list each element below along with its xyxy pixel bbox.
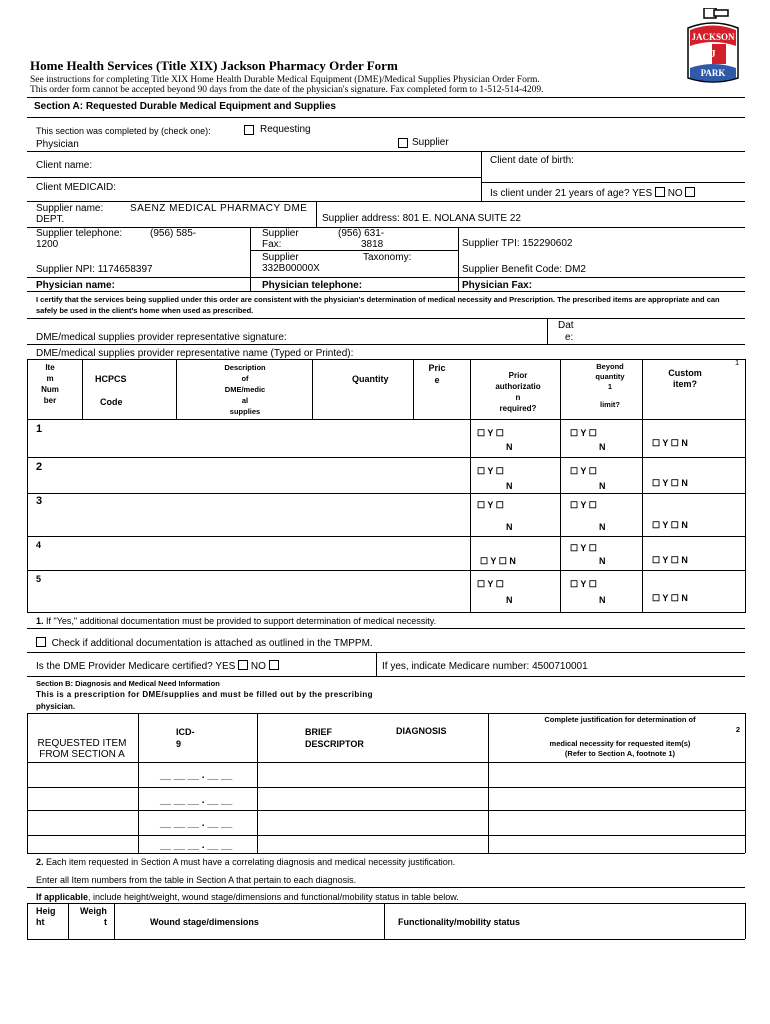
row-1-prior-auth[interactable]: ☐ Y ☐ — [477, 428, 504, 438]
col-beyond-quantity-header: Beyond quantity 1 limit? — [595, 362, 625, 409]
supplier-dept: DEPT. — [36, 214, 65, 225]
supplier-taxonomy-label: Supplier — [262, 252, 299, 263]
supplier-telephone-value: (956) 585- — [150, 228, 197, 239]
row-5-beyond-limit-n[interactable]: N — [599, 595, 606, 605]
supplier-label: Supplier — [412, 137, 449, 148]
col-description-header: Description of DME/medic al supplies — [224, 363, 266, 416]
row-1-prior-auth-n[interactable]: N — [506, 442, 513, 452]
supplier-fax-value: (956) 631- — [338, 228, 385, 239]
row-4-beyond-limit-n[interactable]: N — [599, 556, 606, 566]
date-label-2: e: — [565, 332, 574, 343]
functionality-header: Functionality/mobility status — [398, 917, 521, 927]
instructions-line-1: See instructions for completing Title XIX Home Health Durable Medical Equipment (DME)/Medical Supplies Physician Order Form. — [30, 75, 540, 85]
documentation-attached-checkbox[interactable] — [36, 637, 46, 647]
row-3-number: 3 — [36, 495, 43, 507]
form-title: Home Health Services (Title XIX) Jackson Pharmacy Order Form — [30, 58, 398, 73]
footnote-mark: 1 — [735, 358, 740, 367]
weight-header: Weigh t — [80, 906, 107, 927]
section-a-title: Section A: Requested Durable Medical Equipment and Supplies — [34, 101, 336, 112]
supplier-address: Supplier address: 801 E. NOLANA SUITE 22 — [322, 213, 521, 224]
medicare-no-checkbox[interactable] — [269, 660, 279, 670]
supplier-fax-value-2: 3818 — [361, 239, 384, 250]
icd9-header: ICD- 9 — [176, 727, 195, 749]
completed-by-label: This section was completed by (check one): — [36, 126, 211, 136]
row-4-prior-auth[interactable]: ☐ Y ☐ N — [480, 556, 516, 566]
date-label: Dat — [558, 320, 574, 331]
medicare-number: If yes, indicate Medicare number: 4500710001 — [382, 661, 588, 672]
col-quantity-header: Quantity — [352, 374, 389, 384]
under-21-yes-checkbox[interactable] — [655, 187, 665, 197]
icd-blank-4[interactable]: __ __ __ . __ __ — [160, 840, 233, 851]
icd-blank-1[interactable]: __ __ __ . __ __ — [160, 770, 233, 781]
brief-descriptor-header: BRIEF DESCRIPTOR — [305, 727, 364, 749]
supplier-taxonomy-label-2: Taxonomy: — [363, 252, 412, 263]
row-3-beyond-limit-n[interactable]: N — [599, 522, 606, 532]
row-5-custom-item[interactable]: ☐ Y ☐ N — [652, 593, 688, 603]
medicare-certified-row: Is the DME Provider Medicare certified? YES NO — [36, 660, 279, 672]
documentation-attached-row: Check if additional documentation is attached as outlined in the TMPPM. — [36, 637, 373, 649]
row-3-beyond-limit[interactable]: ☐ Y ☐ — [570, 500, 597, 510]
col-item-number-header: Ite m Num ber — [41, 363, 59, 405]
section-b-title: Section B: Diagnosis and Medical Need Information — [36, 679, 220, 688]
jackson-park-logo — [682, 8, 744, 90]
supplier-checkbox[interactable] — [398, 138, 408, 148]
icd-blank-3[interactable]: __ __ __ . __ __ — [160, 818, 233, 829]
certification-statement: I certify that the services being supplied under this order are consistent with the physician's determination of medical necessity and Prescription. The prescribed items are appropriate and can safely be used in the client's home when used as prescribed. — [36, 295, 720, 315]
section-b-desc-2: physician. — [36, 702, 76, 711]
row-3-custom-item[interactable]: ☐ Y ☐ N — [652, 520, 688, 530]
under-21-no-checkbox[interactable] — [685, 187, 695, 197]
row-2-beyond-limit-n[interactable]: N — [599, 481, 606, 491]
physician-telephone-label: Physician telephone: — [262, 280, 363, 291]
under-21-label: Is client under 21 years of age? YES NO — [490, 187, 695, 199]
supplier-fax-label: Supplier — [262, 228, 299, 239]
client-name-label: Client name: — [36, 160, 93, 171]
section-b-desc: This is a prescription for DME/supplies and must be filled out by the prescribing — [36, 690, 373, 699]
supplier-telephone-value-2: 1200 — [36, 239, 59, 250]
supplier-name-value: SAENZ MEDICAL PHARMACY DME — [130, 203, 308, 214]
supplier-npi: Supplier NPI: 1174658397 — [36, 264, 153, 275]
logo-text-jackson: JACKSON — [691, 32, 735, 42]
row-2-beyond-limit[interactable]: ☐ Y ☐ — [570, 466, 597, 476]
row-4-number: 4 — [36, 540, 42, 550]
col-prior-auth-header: Prior authorizatio n required? — [495, 371, 541, 413]
physician-fax-label: Physician Fax: — [462, 280, 533, 291]
footnote-1: 1. If "Yes," additional documentation must be provided to support determination of medical necessity. — [36, 616, 437, 626]
col-price-header: Pric e — [428, 363, 446, 385]
requested-item-header: REQUESTED ITEM FROM SECTION A — [37, 738, 127, 760]
supplier-tpi: Supplier TPI: 152290602 — [462, 238, 573, 249]
row-2-custom-item[interactable]: ☐ Y ☐ N — [652, 478, 688, 488]
icd-blank-2[interactable]: __ __ __ . __ __ — [160, 795, 233, 806]
physician-name-label: Physician name: — [36, 280, 115, 291]
diagnosis-header: DIAGNOSIS — [396, 726, 447, 736]
row-2-prior-auth-n[interactable]: N — [506, 481, 513, 491]
physician-label: Physician — [36, 139, 79, 150]
row-1-number: 1 — [36, 423, 43, 435]
supplier-telephone-label: Supplier telephone: — [36, 228, 123, 239]
enter-item-numbers: Enter all Item numbers from the table in Section A that pertain to each diagnosis. — [36, 875, 357, 885]
rep-name-label: DME/medical supplies provider representative name (Typed or Printed): — [36, 348, 354, 359]
row-5-beyond-limit[interactable]: ☐ Y ☐ — [570, 579, 597, 589]
row-5-prior-auth-n[interactable]: N — [506, 595, 513, 605]
client-medicaid-label: Client MEDICAID: — [36, 182, 117, 193]
supplier-taxonomy-value: 332B00000X — [262, 263, 320, 274]
row-4-custom-item[interactable]: ☐ Y ☐ N — [652, 555, 688, 565]
row-3-prior-auth-n[interactable]: N — [506, 522, 513, 532]
row-5-prior-auth[interactable]: ☐ Y ☐ — [477, 579, 504, 589]
rep-signature-label: DME/medical supplies provider representative signature: — [36, 332, 287, 343]
row-5-number: 5 — [36, 574, 42, 584]
row-1-beyond-limit[interactable]: ☐ Y ☐ — [570, 428, 597, 438]
row-2-number: 2 — [36, 461, 43, 473]
col-code-header: Code — [100, 397, 123, 407]
col-hcpcs-header: HCPCS — [95, 374, 127, 384]
requesting-physician-checkbox[interactable] — [244, 125, 254, 135]
wound-stage-header: Wound stage/dimensions — [150, 917, 259, 927]
medicare-yes-checkbox[interactable] — [238, 660, 248, 670]
footnote-2: 2. Each item requested in Section A must have a correlating diagnosis and medical necessity justification. — [36, 857, 456, 867]
supplier-fax-label-2: Fax: — [262, 239, 282, 250]
requesting-label: Requesting — [260, 124, 311, 135]
supplier-benefit-code: Supplier Benefit Code: DM2 — [462, 264, 586, 275]
instructions-line-2: This order form cannot be accepted beyond 90 days from the date of the physician's signature. Fax completed form to 1-512-514-4209. — [30, 85, 544, 95]
client-dob-label: Client date of birth: — [490, 155, 574, 166]
row-3-prior-auth[interactable]: ☐ Y ☐ — [477, 500, 504, 510]
supplier-name-label: Supplier name: — [36, 203, 104, 214]
justification-header: Complete justification for determination of 2 medical necessity for requested item(s) (Refer to Section A, footnote 1) — [544, 715, 740, 758]
row-1-beyond-limit-n[interactable]: N — [599, 442, 606, 452]
logo-text-park: PARK — [700, 68, 726, 78]
logo-text-j: J — [710, 48, 716, 60]
col-custom-item-header: Custom item? — [668, 368, 702, 389]
row-1-custom-item[interactable]: ☐ Y ☐ N — [652, 438, 688, 448]
row-2-prior-auth[interactable]: ☐ Y ☐ — [477, 466, 504, 476]
height-header: Heig ht — [36, 906, 56, 927]
if-applicable-line: If applicable, include height/weight, wound stage/dimensions and functional/mobility status in table below. — [36, 892, 459, 902]
row-4-beyond-limit[interactable]: ☐ Y ☐ — [570, 543, 597, 553]
